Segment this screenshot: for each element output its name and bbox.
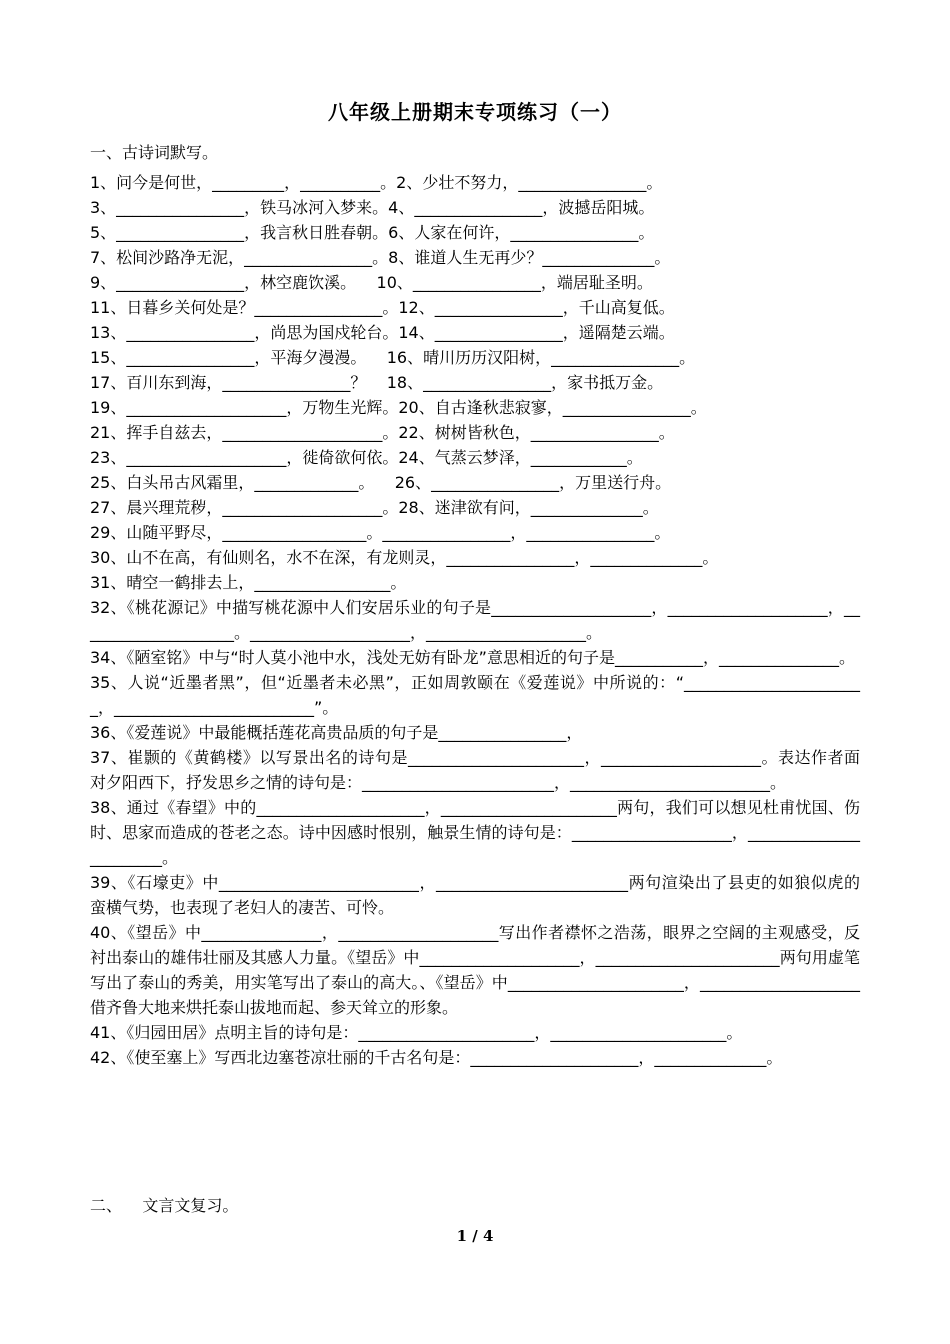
exercise-line: 30、山不在高，有仙则名，水不在深，有龙则灵，________________，______________。 — [90, 548, 719, 567]
exercise-paragraph: 42、《使至塞上》写西北边塞苍凉壮丽的千古名句是：_____________________，______________。 — [90, 1048, 783, 1067]
exercise-line: 15、________________，平海夕漫漫。 16、晴川历历汉阳树，________________。 — [90, 348, 696, 367]
exercise-line: 19、____________________，万物生光辉。20、自古逢秋悲寂寥，________________。 — [90, 398, 707, 417]
exercise-paragraph: 41、《归园田居》点明主旨的诗句是：______________________，______________________。 — [90, 1023, 743, 1042]
exercise-paragraph: 36、《爱莲说》中最能概括莲花高贵品质的句子是________________， — [90, 723, 583, 742]
section-heading-poetry: 一、古诗词默写。 — [90, 143, 219, 162]
exercise-line: 3、________________，铁马冰河入梦来。4、________________，波撼岳阳城。 — [90, 198, 655, 217]
section-heading-classical: 二、 文言文复习。 — [90, 1196, 239, 1215]
exercise-paragraph: 40、《望岳》中_______________，____________________写出作者襟怀之浩荡，眼界之空阔的主观感受，反衬出泰山的雄伟壮丽及其感人力量。《望岳》中____________________，_______________________两句用虚笔写出了泰山的秀美，用实笔写出了泰山的高大。、《望岳》中______________________，____________________借齐鲁大地来烘托泰山拔地而起、参天耸立的形象。 — [90, 923, 860, 1017]
exercise-line: 29、山随平野尽，__________________。________________，________________。 — [90, 523, 671, 542]
exercise-line: 21、挥手自兹去，____________________。22、树树皆秋色，________________。 — [90, 423, 675, 442]
page-number: 1 / 4 — [456, 1227, 494, 1245]
page-title: 八年级上册期末专项练习（一） — [328, 100, 622, 124]
exercise-line: 7、松间沙路净无泥，________________。8、谁道人生无再少？______________。 — [90, 248, 671, 267]
exercise-line: 23、____________________，徙倚欲何依。24、气蒸云梦泽，____________。 — [90, 448, 643, 467]
exercise-line: 9、________________，林空鹿饮溪。 10、________________，端居耻圣明。 — [90, 273, 653, 292]
exercise-paragraph: 39、《石壕吏》中_________________________，________________________两句渲染出了县吏的如狼似虎的蛮横气势，也表现了老妇人的凄苦、可怜。 — [90, 873, 860, 917]
exercise-paragraph: 34、《陋室铭》中与“时人莫小池中水，浅处无妨有卧龙”意思相近的句子是___________，_______________。 — [90, 648, 855, 667]
exercise-paragraph: 32、《桃花源记》中描写桃花源中人们安居乐业的句子是____________________，____________________，____________________。____________________，____________________。 — [90, 598, 860, 642]
exercise-content — [90, 170, 860, 1070]
exercise-paragraph: 38、通过《春望》中的_____________________，______________________两句，我们可以想见杜甫忧国、伤时、思家而造成的苍老之态。诗中因感时恨别，触景生情的诗句是：____________________，_______________________。 — [90, 798, 860, 867]
exercise-line: 25、白头吊古风霜里，_____________。 26、________________，万里送行舟。 — [90, 473, 672, 492]
exercise-line: 5、________________，我言秋日胜春朝。6、人家在何许，________________。 — [90, 223, 655, 242]
exercise-line: 27、晨兴理荒秽，____________________。28、迷津欲有问，______________。 — [90, 498, 659, 517]
exercise-line: 11、日暮乡关何处是？________________。12、________________，千山高复低。 — [90, 298, 675, 317]
exercise-line: 1、问今是何世，_________，__________。2、少壮不努力，________________。 — [90, 173, 663, 192]
exercise-line: 31、晴空一鹤排去上，_________________。 — [90, 573, 407, 592]
exercise-paragraph: 35、人说“近墨者黑”，但“近墨者未必黑”，正如周敦颐在《爱莲说》中所说的：“_______________________，_________________________”。 — [90, 673, 860, 717]
exercise-paragraph: 37、崔颢的《黄鹤楼》以写景出名的诗句是______________________，____________________。表达作者面对夕阳西下，抒发思乡之情的诗句是：________________________，_________________________。 — [90, 748, 860, 792]
exercise-line: 13、________________，尚思为国戍轮台。14、________________，遥隔楚云端。 — [90, 323, 675, 342]
exercise-line: 17、百川东到海，________________？ 18、________________，家书抵万金。 — [90, 373, 664, 392]
